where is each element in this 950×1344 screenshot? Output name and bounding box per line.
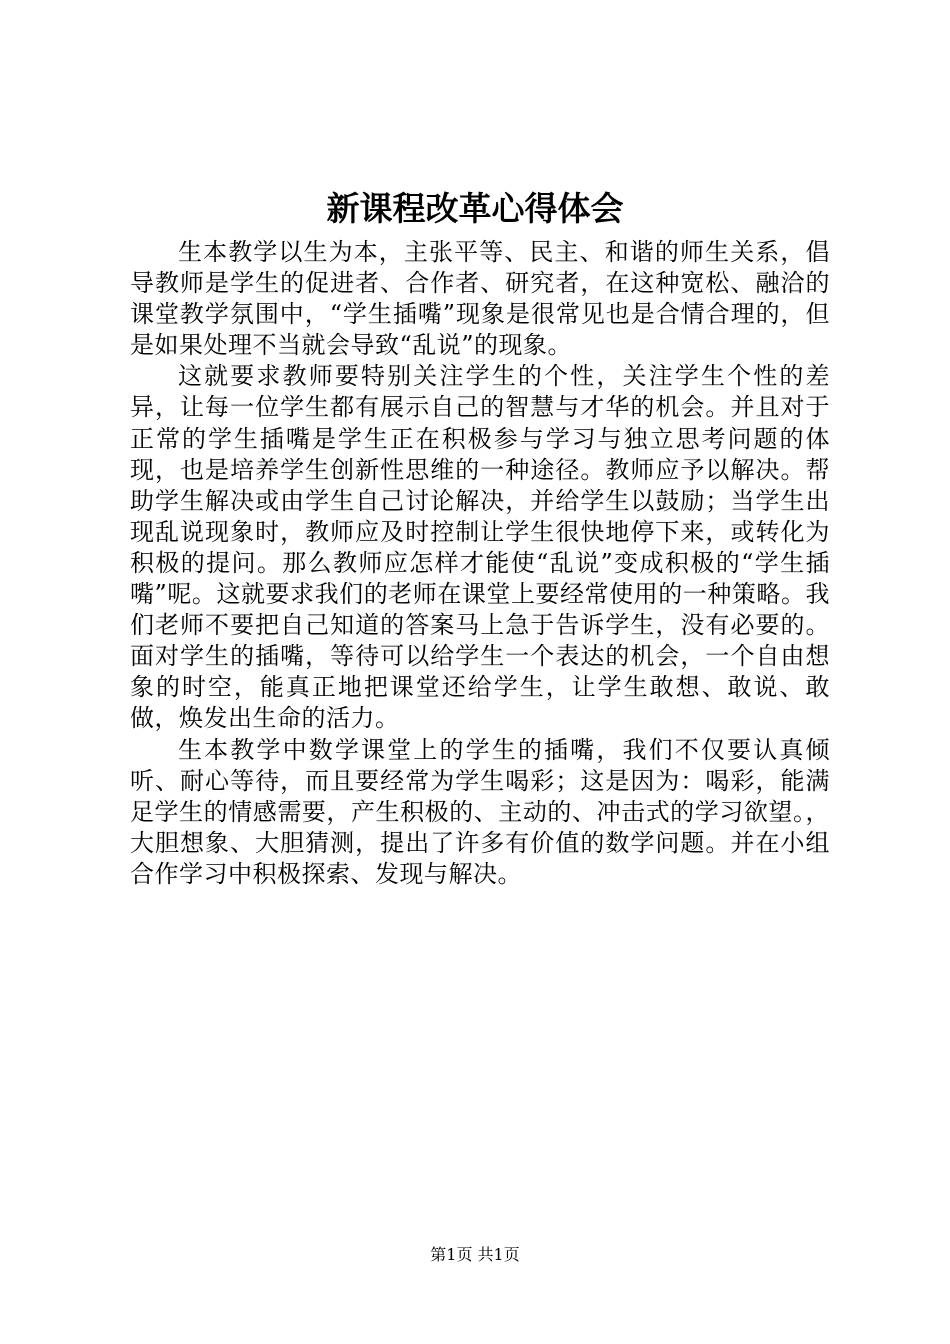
paragraph: 生本教学以生为本，主张平等、民主、和谐的师生关系，倡导教师是学生的促进者、合作者、研究者，在这种宽松、融洽的课堂教学氛围中，“学生插嘴”现象是很常见也是合情合理的，但是如果处理不当就会导致“乱说”的现象。 [130,238,830,360]
paragraph: 生本教学中数学课堂上的学生的插嘴，我们不仅要认真倾听、耐心等待，而且要经常为学生喝彩；这是因为：喝彩，能满足学生的情感需要，产生积极的、主动的、冲击式的学习欲望。，大胆想象、大胆猜测，提出了许多有价值的数学问题。并在小组合作学习中积极探索、发现与解决。 [130,735,830,888]
page-number-footer: 第1页 共1页 [430,1245,520,1264]
document-title: 新课程改革心得体会 [326,189,624,228]
paragraph: 这就要求教师要特别关注学生的个性，关注学生个性的差异，让每一位学生都有展示自己的智慧与才华的机会。并且对于正常的学生插嘴是学生正在积极参与学习与独立思考问题的体现，也是培养学生创新性思维的一种途径。教师应予以解决。帮助学生解决或由学生自己讨论解决，并给学生以鼓励；当学生出现乱说现象时，教师应及时控制让学生很快地停下来，或转化为积极的提问。那么教师应怎样才能使“乱说”变成积极的“学生插嘴”呢。这就要求我们的老师在课堂上要经常使用的一种策略。我们老师不要把自己知道的答案马上急于告诉学生，没有必要的。面对学生的插嘴，等待可以给学生一个表达的机会，一个自由想象的时空，能真正地把课堂还给学生，让学生敢想、敢说、敢做，焕发出生命的活力。 [130,362,830,733]
document-body [130,237,830,890]
